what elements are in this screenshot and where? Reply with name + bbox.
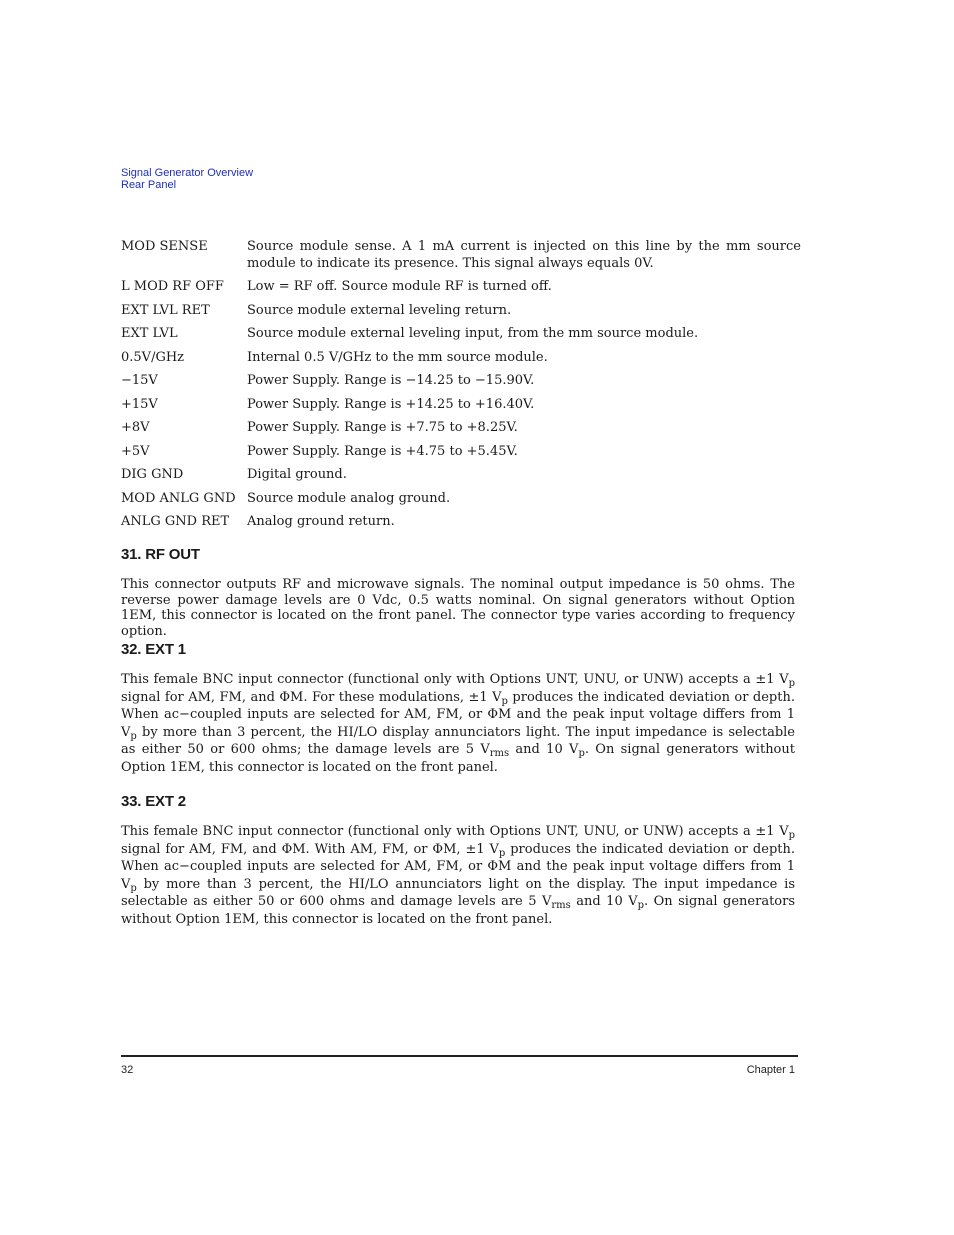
pin-name: EXT LVL [121, 326, 178, 341]
section-body: This female BNC input connector (functional only with Options UNT, UNU, or UNW) accepts a ±1 $V_p$ signal for AM, FM, and ΦM. For these modulations, ±1 $V_p$ produces the indicated deviation or depth. When ac−coupled inputs are selected for AM, FM, or ΦM and the peak input voltage differs from 1 $V_p$ by more than 3 percent, the HI/LO display annunciators light. The input impedance is selectable as either 50 or 600 ohms; the damage levels are 5 $V_{rms}$ and 10 $V_p$. On signal generators without Option 1EM, this connector is located on the front panel. [121, 672, 795, 775]
pin-row [121, 420, 801, 437]
breadcrumb [121, 167, 253, 191]
pin-row [121, 444, 801, 461]
pin-description: Power Supply. Range is +14.25 to +16.40V. [247, 396, 535, 412]
pin-name: DIG GND [121, 467, 184, 482]
pin-name: EXT LVL RET [121, 302, 210, 318]
pin-name: MOD SENSE [121, 239, 208, 254]
page-number: 32 [121, 1064, 134, 1076]
pin-name: L MOD RF OFF [121, 279, 224, 294]
pin-row [121, 467, 801, 484]
pin-row [121, 239, 801, 272]
pin-row [121, 303, 801, 320]
pin-name: −15V [121, 373, 158, 388]
pin-name: +5V [121, 443, 150, 459]
pin-name: 0.5V/GHz [121, 349, 185, 365]
section-rf-out [121, 546, 795, 639]
pin-name: MOD ANLG GND [121, 490, 236, 506]
chapter-label: Chapter 1 [746, 1064, 795, 1076]
breadcrumb-chapter-link[interactable]: Signal Generator Overview [121, 167, 254, 179]
pin-description: Digital ground. [247, 467, 347, 482]
section-heading: 31. RF OUT [121, 546, 200, 563]
section-ext-2 [121, 793, 795, 928]
pin-row [121, 326, 801, 343]
pin-description: Source module external leveling return. [247, 302, 512, 318]
pin-row [121, 350, 801, 367]
pin-description: Power Supply. Range is −14.25 to −15.90V. [247, 373, 535, 388]
pin-name: +15V [121, 396, 158, 412]
section-body: This female BNC input connector (functional only with Options UNT, UNU, or UNW) accepts a ±1 $V_p$ signal for AM, FM, and ΦM. With AM, FM, or ΦM, ±1 $V_p$ produces the indicated deviation or depth. When ac−coupled inputs are selected for AM, FM, or ΦM and the peak input voltage differs from 1 $V_p$ by more than 3 percent, the HI/LO annunciators light on the display. The input impedance is selectable as either 50 or 600 ohms and damage levels are 5 $V_{rms}$ and 10 $V_p$. On signal generators without Option 1EM, this connector is located on the front panel. [121, 824, 796, 927]
footer-divider [121, 1055, 798, 1057]
section-body: This connector outputs RF and microwave signals. The nominal output impedance is 50 ohms. The reverse power damage levels are 0 Vdc, 0.5 watts nominal. On signal generators without Option 1EM, this connector is located on the front panel. The connector type varies according to frequency option. [121, 577, 795, 639]
pin-description: Power Supply. Range is +7.75 to +8.25V. [247, 420, 518, 435]
pin-name: +8V [121, 420, 150, 435]
pin-description: Internal 0.5 V/GHz to the mm source module. [247, 349, 548, 365]
pin-description: Low = RF off. Source module RF is turned off. [247, 279, 552, 294]
pin-description: Power Supply. Range is +4.75 to +5.45V. [247, 443, 518, 459]
pin-description: Source module external leveling input, from the mm source module. [247, 326, 699, 341]
pin-row [121, 491, 801, 508]
section-ext-1 [121, 641, 795, 776]
section-heading: 33. EXT 2 [121, 793, 186, 810]
pin-description: Analog ground return. [247, 514, 395, 529]
pin-row [121, 514, 801, 531]
pin-definition-table [121, 239, 801, 538]
pin-description: Source module analog ground. [247, 490, 451, 506]
pin-description: Source module sense. A 1 mA current is injected on this line by the mm source module to indicate its presence. This signal always equals 0V. [247, 239, 801, 271]
pin-row [121, 279, 801, 296]
pin-row [121, 373, 801, 390]
pin-row [121, 397, 801, 414]
breadcrumb-section-link[interactable]: Rear Panel [121, 179, 177, 191]
pin-name: ANLG GND RET [121, 514, 230, 529]
section-heading: 32. EXT 1 [121, 641, 186, 658]
